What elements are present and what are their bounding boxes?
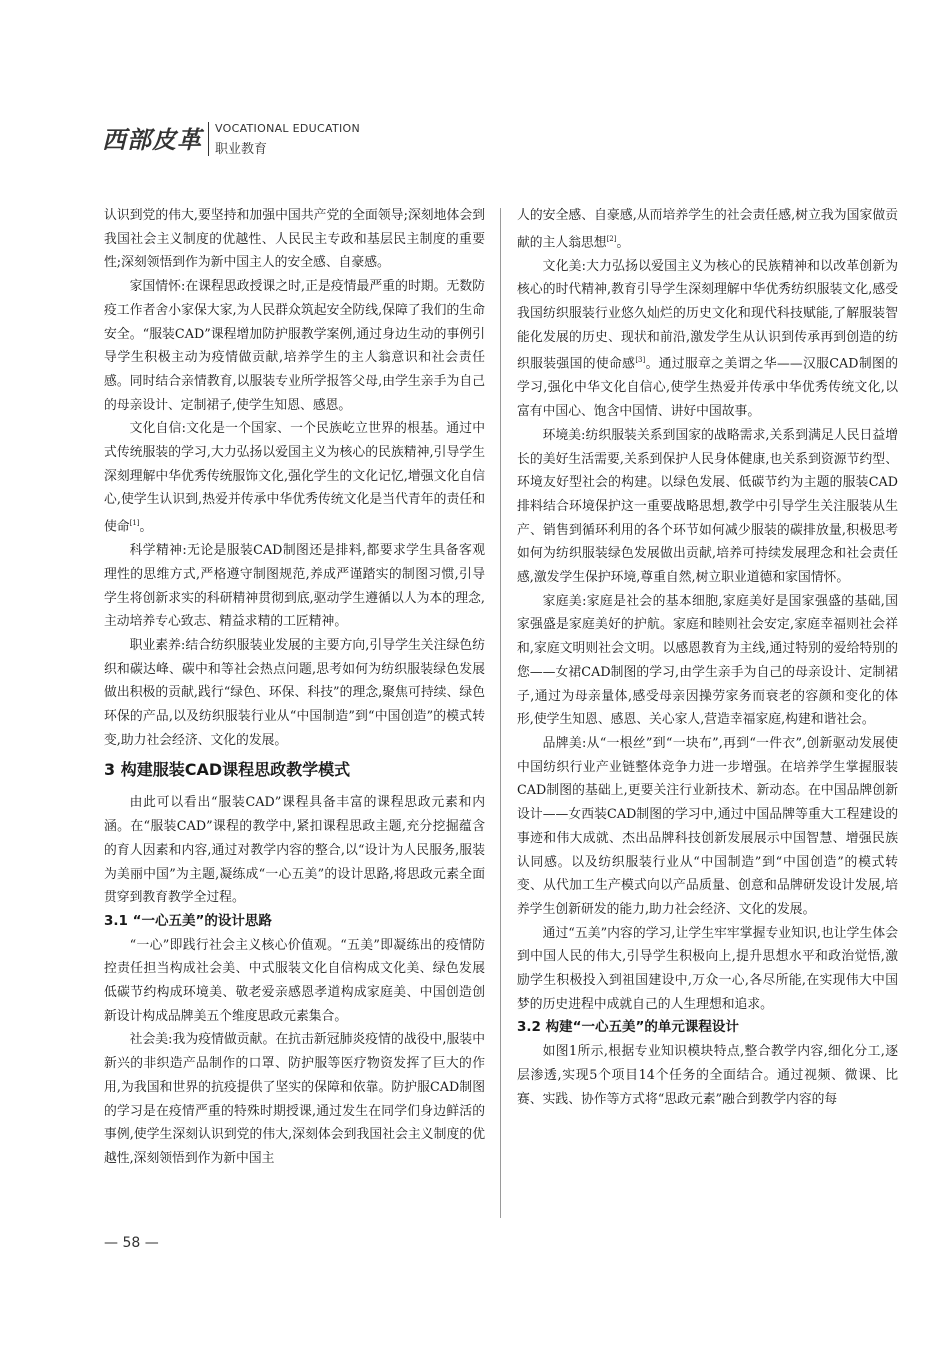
- svg-text:西部皮革: 西部皮革: [102, 125, 202, 154]
- paragraph-end: 。: [616, 234, 630, 250]
- column-divider: [500, 208, 501, 1218]
- citation-ref: [3]: [635, 356, 646, 365]
- header-english-title: VOCATIONAL EDUCATION: [215, 122, 361, 135]
- paragraph: 家国情怀:在课程思政授课之时,正是疫情最严重的时期。无数防疫工作者舍小家保大家,为人民群众筑起安全防线,保障了我们的生命安全。“服装CAD”课程增加防护服教学案例,通过身边生动的事例引导学生积极主动为疫情做贡献,培养学生的主人翁意识和社会责任感。同时结合亲情教育,以服装专业所学报答父母,由学生亲手为自己的母亲设计、定制裙子,使学生知恩、感恩。: [104, 279, 485, 413]
- paragraph: 如图1所示,根据专业知识模块特点,整合教学内容,细化分工,逐层渗透,实现5个项目14个任务的全面结合。通过视频、微课、比赛、实践、协作等方式将“思政元素”融合到教学内容的每: [517, 1044, 898, 1107]
- paragraph-text: 。通过服章之美谓之华——汉服CAD制图的学习,强化中华文化自信心,使学生热爱并传承中华优秀传统文化,以富有中国心、饱含中国情、讲好中国故事。: [517, 356, 898, 420]
- paragraph: 社会美:我为疫情做贡献。在抗击新冠肺炎疫情的战役中,服装中新兴的非织造产品制作的口罩、防护服等医疗物资发挥了巨大的作用,为我国和世界的抗疫提供了坚实的保障和依靠。防护服CAD制图的学习是在疫情严重的特殊时期授课,通过发生在同学们身边鲜活的事例,使学生深刻认识到党的伟大,深刻体会到我国社会主义制度的优越性,深刻领悟到作为新中国主: [104, 1032, 485, 1166]
- citation-ref: [2]: [606, 234, 617, 243]
- paragraph-text: 文化美:大力弘扬以爱国主义为核心的民族精神和以改革创新为核心的时代精神,教育引导学生深刻理解中华优秀纺织服装文化,感受我国纺织服装行业悠久灿烂的历史文化和现代科技赋能,了解服装智能化发展的历史、现状和前沿,激发学生从认识到传承再到创造的纺织服装强国的使命感: [517, 258, 898, 372]
- paragraph: [104, 417, 485, 539]
- section-heading: 3 构建服装CAD课程思政教学模式: [104, 760, 351, 780]
- paragraph: 由此可以看出“服装CAD”课程具备丰富的课程思政元素和内涵。在“服装CAD”课程的教学中,紧扣课程思政主题,充分挖掘蕴含的育人因素和内容,通过对教学内容的整合,以“设计为人民服务,服装为美丽中国”为主题,凝练成“一心五美”的设计思路,将思政元素全面贯穿到教育教学全过程。: [104, 795, 485, 906]
- paragraph: 环境美:纺织服装关系到国家的战略需求,关系到满足人民日益增长的美好生活需要,关系到保护人民身体健康,也关系到资源节约型、环境友好型社会的构建。以绿色发展、低碳节约为主题的服装CAD排料结合环境保护这一重要战略思想,教学中引导学生关注服装从生产、销售到循环利用的各个环节如何减少服装的碳排放量,积极思考如何为纺织服装绿色发展做出贡献,培养可持续发展理念和社会责任感,激发学生保护环境,尊重自然,树立职业道德和家国情怀。: [517, 427, 898, 586]
- header-chinese-title: 职业教育: [215, 142, 268, 157]
- paragraph: 家庭美:家庭是社会的基本细胞,家庭美好是国家强盛的基础,国家强盛是家庭美好的护航。家庭和睦则社会安定,家庭幸福则社会祥和,家庭文明则社会文明。以感恩教育为主线,通过特别的爱给特别的您——女裙CAD制图的学习,由学生亲手为自己的母亲设计、定制裙子,通过为母亲量体,感受母亲因操劳家务而衰老的容颜和变化的体形,使学生知恩、感恩、关心家人,营造幸福家庭,构建和谐社会。: [517, 593, 898, 728]
- paragraph: [517, 204, 898, 255]
- paragraph: “一心”即践行社会主义核心价值观。“五美”即凝练出的疫情防控责任担当构成社会美、中式服装文化自信构成文化美、绿色发展低碳节约构成环境美、敬老爱亲感恩孝道构成家庭美、中国创造创新设计构成品牌美五个维度思政元素集合。: [104, 937, 485, 1024]
- paragraph: 通过“五美”内容的学习,让学生牢牢掌握专业知识,也让学生体会到中国人民的伟大,引导学生积极向上,提升思想水平和政治觉悟,激励学生积极投入到祖国建设中,万众一心,各尽所能,在实现伟大中国梦的历史进程中成就自己的人生理想和追求。: [517, 925, 898, 1012]
- citation-ref: [1]: [129, 519, 140, 528]
- paragraph: 科学精神:无论是服装CAD制图还是排料,都要求学生具备客观理性的思维方式,严格遵守制图规范,养成严谨踏实的制图习惯,引导学生将创新求实的科研精神贯彻到底,驱动学生遵循以人为本的理念,主动培养专心致志、精益求精的工匠精神。: [104, 543, 485, 630]
- paragraph: [517, 255, 898, 424]
- header-divider: [208, 122, 209, 156]
- journal-logo: [100, 118, 205, 160]
- paragraph: 认识到党的伟大,要坚持和加强中国共产党的全面领导;深刻地体会到我国社会主义制度的优越性、人民民主专政和基层民主制度的重要性;深刻领悟到作为新中国主人的安全感、自豪感。: [104, 208, 485, 271]
- paragraph-text: 人的安全感、自豪感,从而培养学生的社会责任感,树立我为国家做贡献的主人翁思想: [517, 208, 898, 250]
- page-number: — 58 —: [104, 1235, 159, 1251]
- subsection-heading: 3.2 构建“一心五美”的单元课程设计: [517, 1019, 739, 1036]
- paragraph: 职业素养:结合纺织服装业发展的主要方向,引导学生关注绿色纺织和碳达峰、碳中和等社会热点问题,思考如何为纺织服装绿色发展做出积极的贡献,践行“绿色、环保、科技”的理念,聚焦可持续、绿色环保的产品,以及纺织服装行业从“中国制造”到“中国创造”的模式转变,助力社会经济、文化的发展。: [104, 637, 485, 748]
- paragraph-text: 文化自信:文化是一个国家、一个民族屹立世界的根基。通过中式传统服装的学习,大力弘扬以爱国主义为核心的民族精神,引导学生深刻理解中华优秀传统服饰文化,强化学生的文化记忆,增强文化自信心,使学生认识到,热爱并传承中华优秀传统文化是当代青年的责任和使命: [104, 421, 485, 535]
- left-column: [104, 204, 485, 1234]
- right-column: [517, 204, 898, 1234]
- paragraph: 品牌美:从“一根丝”到“一块布”,再到“一件衣”,创新驱动发展使中国纺织行业产业链整体竞争力进一步增强。在培养学生掌握服装CAD制图的基础上,更要关注行业新技术、新动态。在中国品牌创新设计——女西装CAD制图的学习中,通过中国品牌等重大工程建设的事迹和伟大成就、杰出品牌科技创新发展展示中国智慧、增强民族认同感。以及纺织服装行业从“中国制造”到“中国创造”的模式转变、从代加工生产模式向以产品质量、创意和品牌研发设计发展,培养学生创新研发的能力,助力社会经济、文化的发展。: [517, 736, 898, 917]
- subsection-heading: 3.1 “一心五美”的设计思路: [104, 912, 272, 929]
- paragraph-end: 。: [139, 519, 153, 535]
